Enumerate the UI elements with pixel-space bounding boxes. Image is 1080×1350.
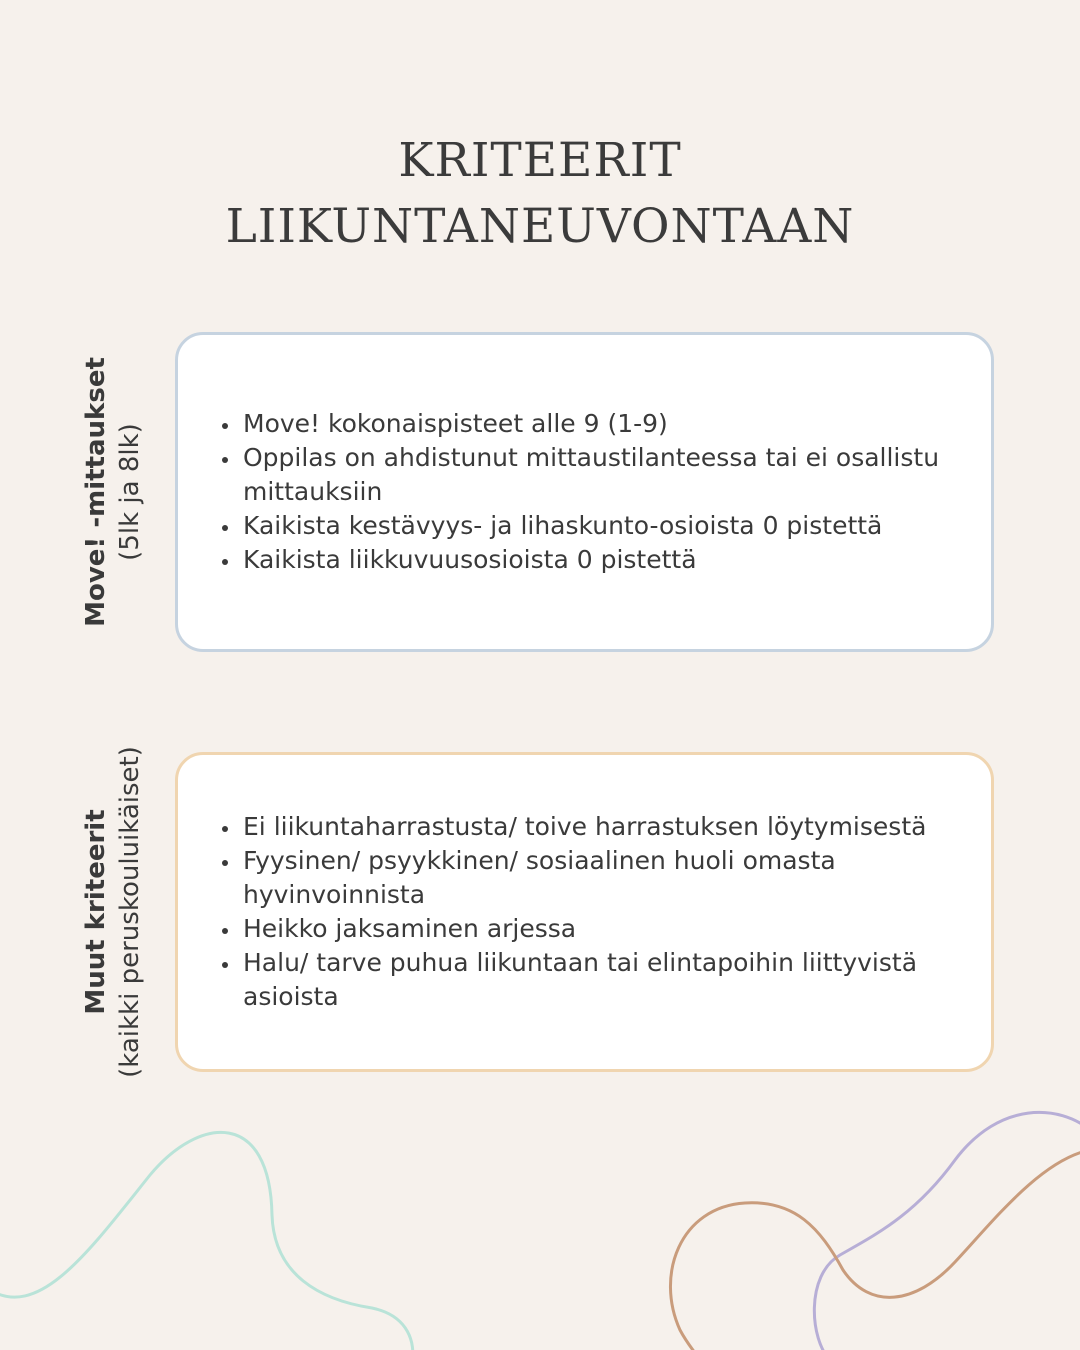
- tan-squiggle-decoration: [670, 1150, 1080, 1350]
- lavender-squiggle-decoration: [814, 1112, 1080, 1350]
- other-section-subheading: (kaikki peruskouluikäiset): [115, 746, 145, 1078]
- page-title-line-2: LIIKUNTANEUVONTAAN: [225, 199, 855, 254]
- list-item: • Move! kokonaispisteet alle 9 (1-9): [241, 407, 943, 441]
- other-criteria-card: [175, 752, 994, 1072]
- page-title-line-1: KRITEERIT: [398, 133, 682, 188]
- list-item: • Halu/ tarve puhua liikuntaan tai elintapoihin liittyvistä asioista: [241, 946, 943, 1014]
- move-section-subheading: (5lk ja 8lk): [115, 423, 145, 561]
- list-item: • Ei liikuntaharrastusta/ toive harrastuksen löytymisestä: [241, 810, 943, 844]
- move-section-heading: Move! -mittaukset: [81, 357, 111, 627]
- mint-squiggle-decoration: [0, 1132, 413, 1350]
- list-item: • Kaikista liikkuvuusosioista 0 pistettä: [241, 543, 943, 577]
- move-criteria-card: [175, 332, 994, 652]
- other-criteria-list: [178, 810, 943, 1014]
- page-title: [0, 128, 1080, 260]
- list-item: • Kaikista kestävyys- ja lihaskunto-osioista 0 pistettä: [241, 509, 943, 543]
- other-section-heading: Muut kriteerit: [81, 809, 111, 1015]
- list-item: • Heikko jaksaminen arjessa: [241, 912, 943, 946]
- move-criteria-list: [178, 407, 943, 577]
- list-item: • Fyysinen/ psyykkinen/ sosiaalinen huoli omasta hyvinvoinnista: [241, 844, 943, 912]
- list-item: • Oppilas on ahdistunut mittaustilanteessa tai ei osallistu mittauksiin: [241, 441, 943, 509]
